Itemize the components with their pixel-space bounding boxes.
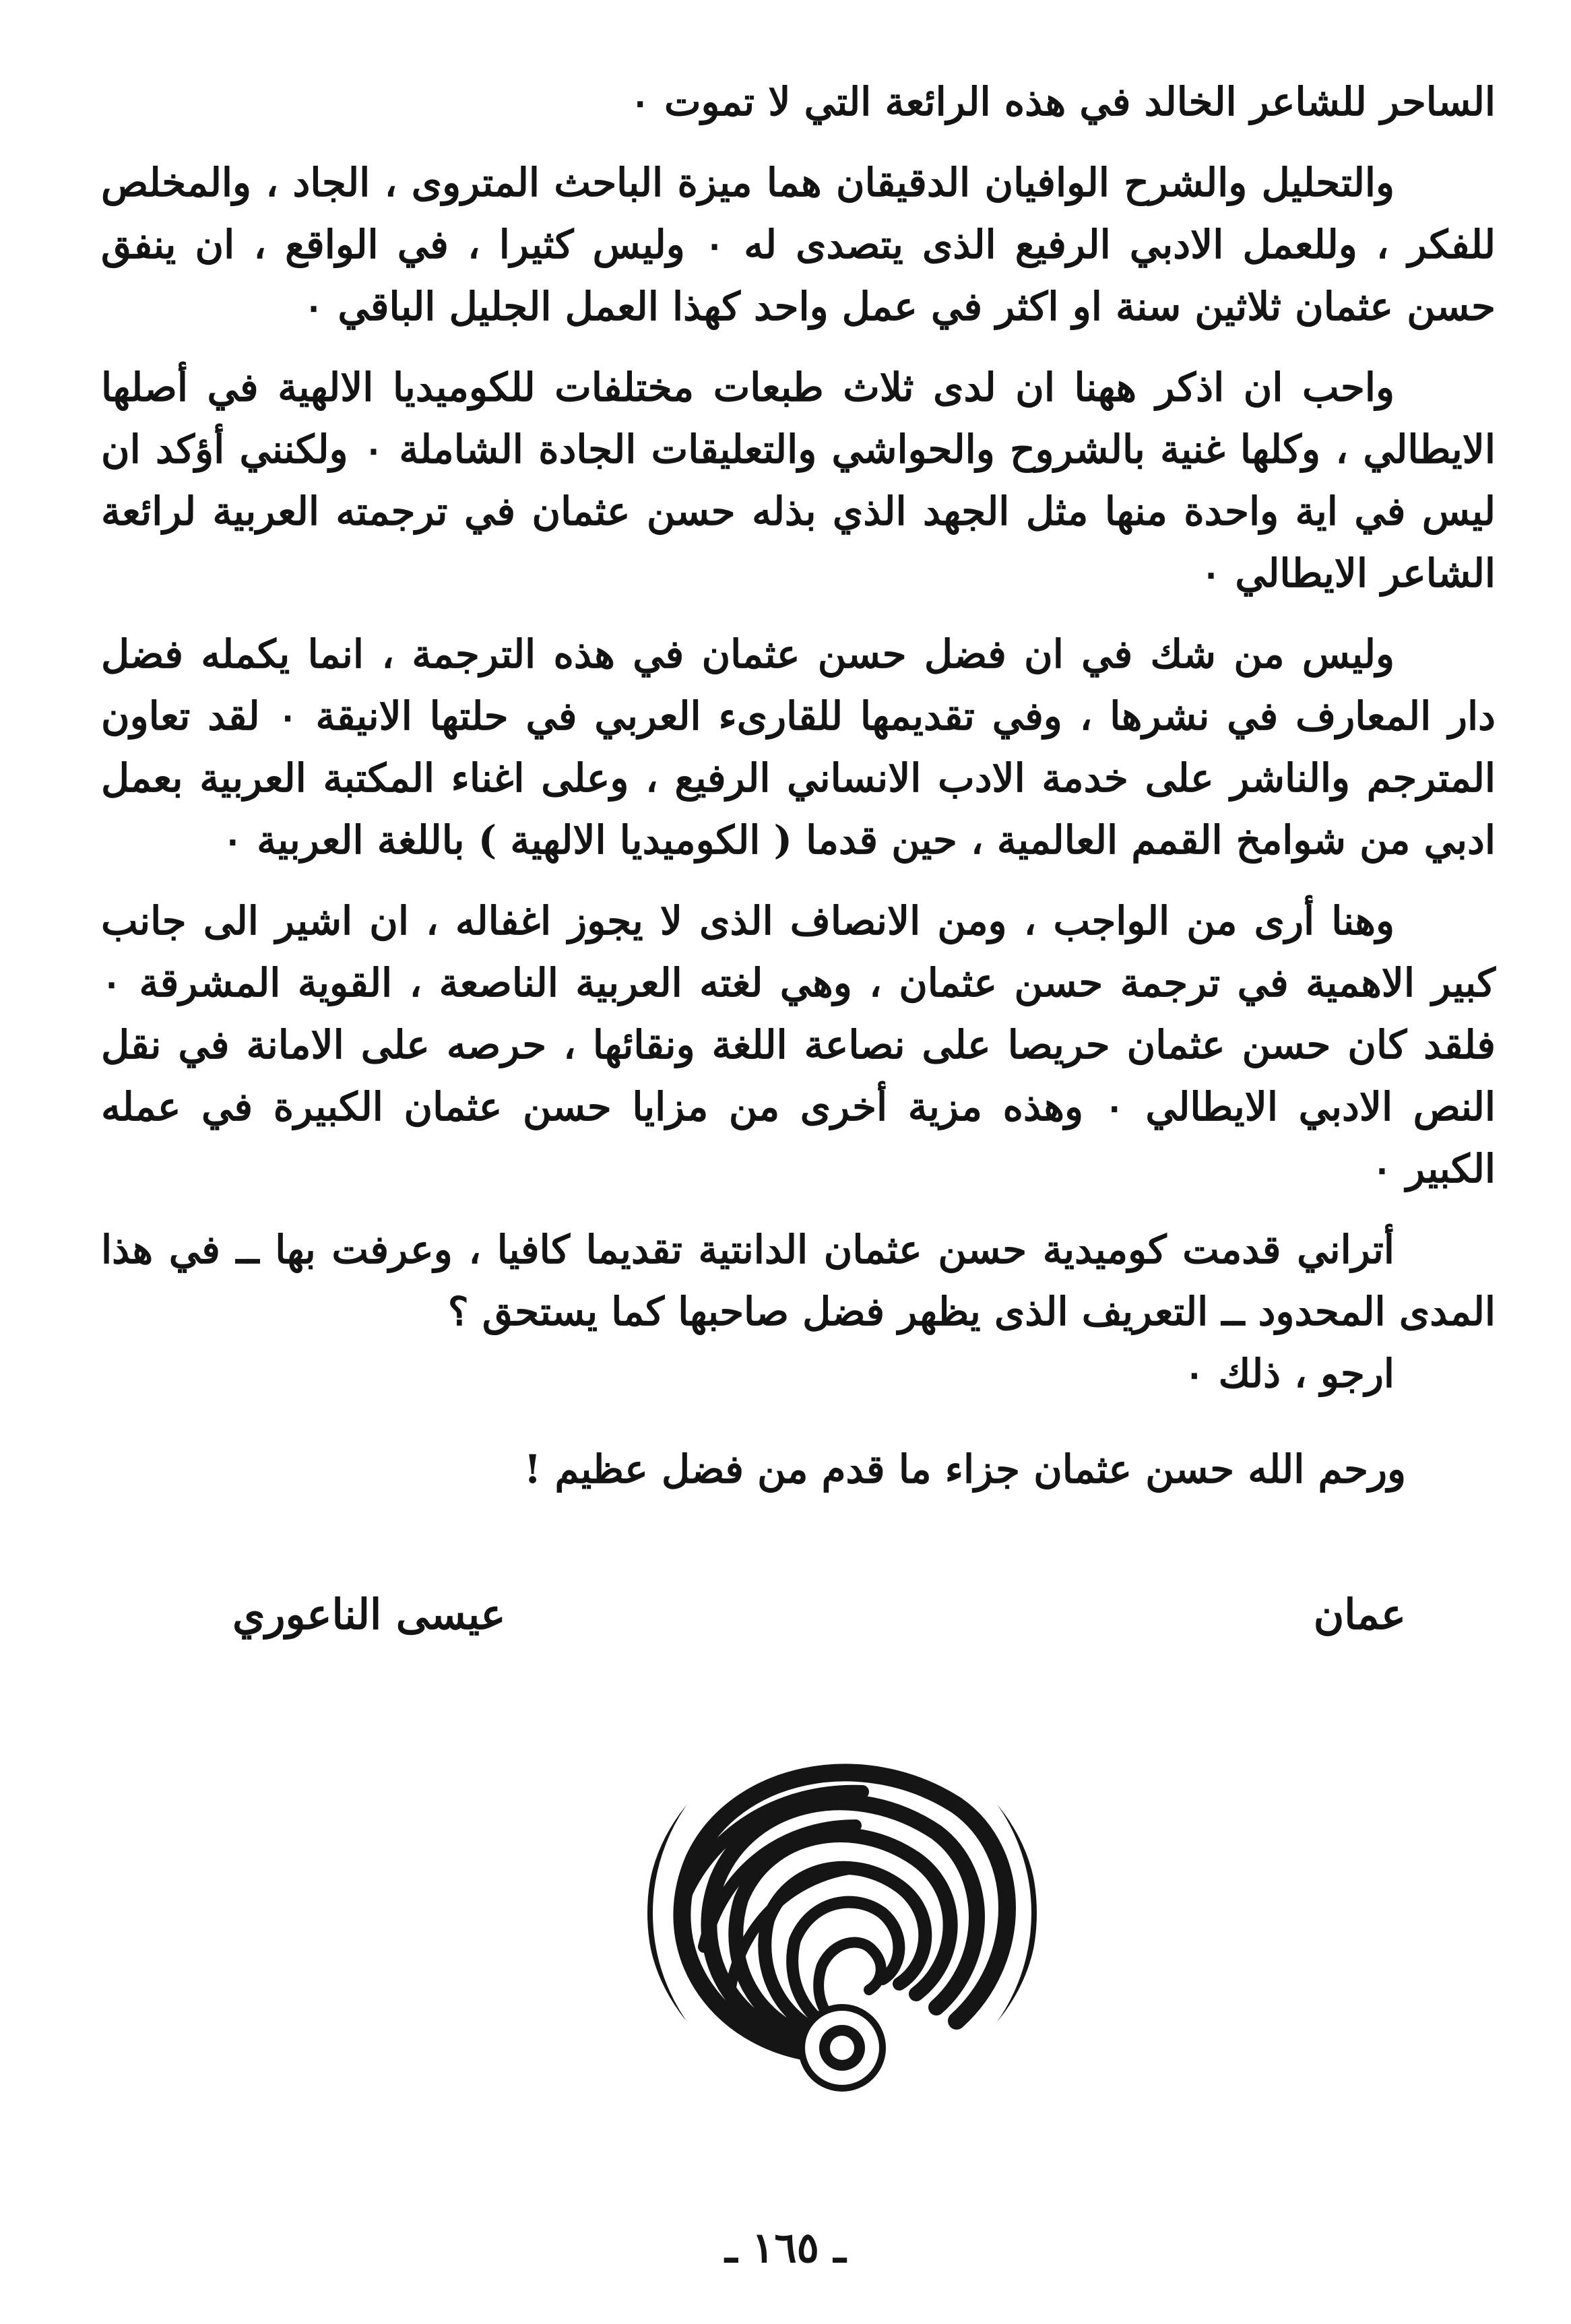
paragraph-language: وهنا أرى من الواجب ، ومن الانصاف الذى لا يجوز اغفاله ، ان اشير الى جانب كبير الاهمية في ترجمة حسن عثمان ، وهي لغته العربية الناصعة ، القوية المشرقة ٠ فلقد كان حسن عثمان حريصا على نصاعة اللغة ونقائها ، حرصه على الامانة في نقل النص الادبي الايطالي ٠ وهذه مزية أخرى من مزايا حسن عثمان الكبيرة في عمله الكبير ٠ <box>101 898 1496 1192</box>
paragraph-editions: واحب ان اذكر ههنا ان لدى ثلاث طبعات مختلفات للكوميديا الالهية في أصلها الايطالي ، وكلها غنية بالشروح والحواشي والتعليقات الجادة الشاملة ٠ ولكنني أؤكد ان ليس في اية واحدة منها مثل الجهد الذي بذله حسن عثمان في ترجمته العربية لرائعة الشاعر الايطالي ٠ <box>101 364 1496 596</box>
paragraph-hope: ارجو ، ذلك ٠ <box>1184 1351 1394 1396</box>
paragraph-question: أتراني قدمت كوميدية حسن عثمان الدانتية تقديما كافيا ، وعرفت بها ــ في هذا المدى المحدود ــ التعريف الذى يظهر فضل صاحبها كما يستحق ؟ <box>101 1227 1496 1334</box>
spiral-emblem-icon <box>640 1731 1044 2095</box>
signature-author: عيسى الناعوري <box>232 1590 506 1639</box>
paragraph-publisher: وليس من شك في ان فضل حسن عثمان في هذه الترجمة ، انما يكمله فضل دار المعارف في نشرها ، وفي تقديمها للقارىء العربي في حلتها الانيقة ٠ لقد تعاون المترجم والناشر على خدمة الادب الانساني الرفيع ، وعلى اغناء المكتبة العربية بعمل ادبي من شوامخ القمم العالمية ، حين قدما ( الكوميديا الالهية ) باللغة العربية ٠ <box>101 631 1496 863</box>
signature-place: عمان <box>1313 1590 1406 1639</box>
body-text <box>101 71 1496 1423</box>
paragraph-continuation: الساحر للشاعر الخالد في هذه الرائعة التي لا تموت ٠ <box>629 79 1496 125</box>
page-number: ـ ١٦٥ ـ <box>725 2223 846 2272</box>
paragraph-analysis: والتحليل والشرح الوافيان الدقيقان هما ميزة الباحث المتروى ، الجاد ، والمخلص للفكر ، وللعمل الادبي الرفيع الذى يتصدى له ٠ وليس كثيرا ، في الواقع ، ان ينفق حسن عثمان ثلاثين سنة او اكثر في عمل واحد كهذا العمل الجليل الباقي ٠ <box>101 160 1496 329</box>
closing-line: ورحم الله حسن عثمان جزاء ما قدم من فضل عظيم ! <box>523 1446 1406 1492</box>
